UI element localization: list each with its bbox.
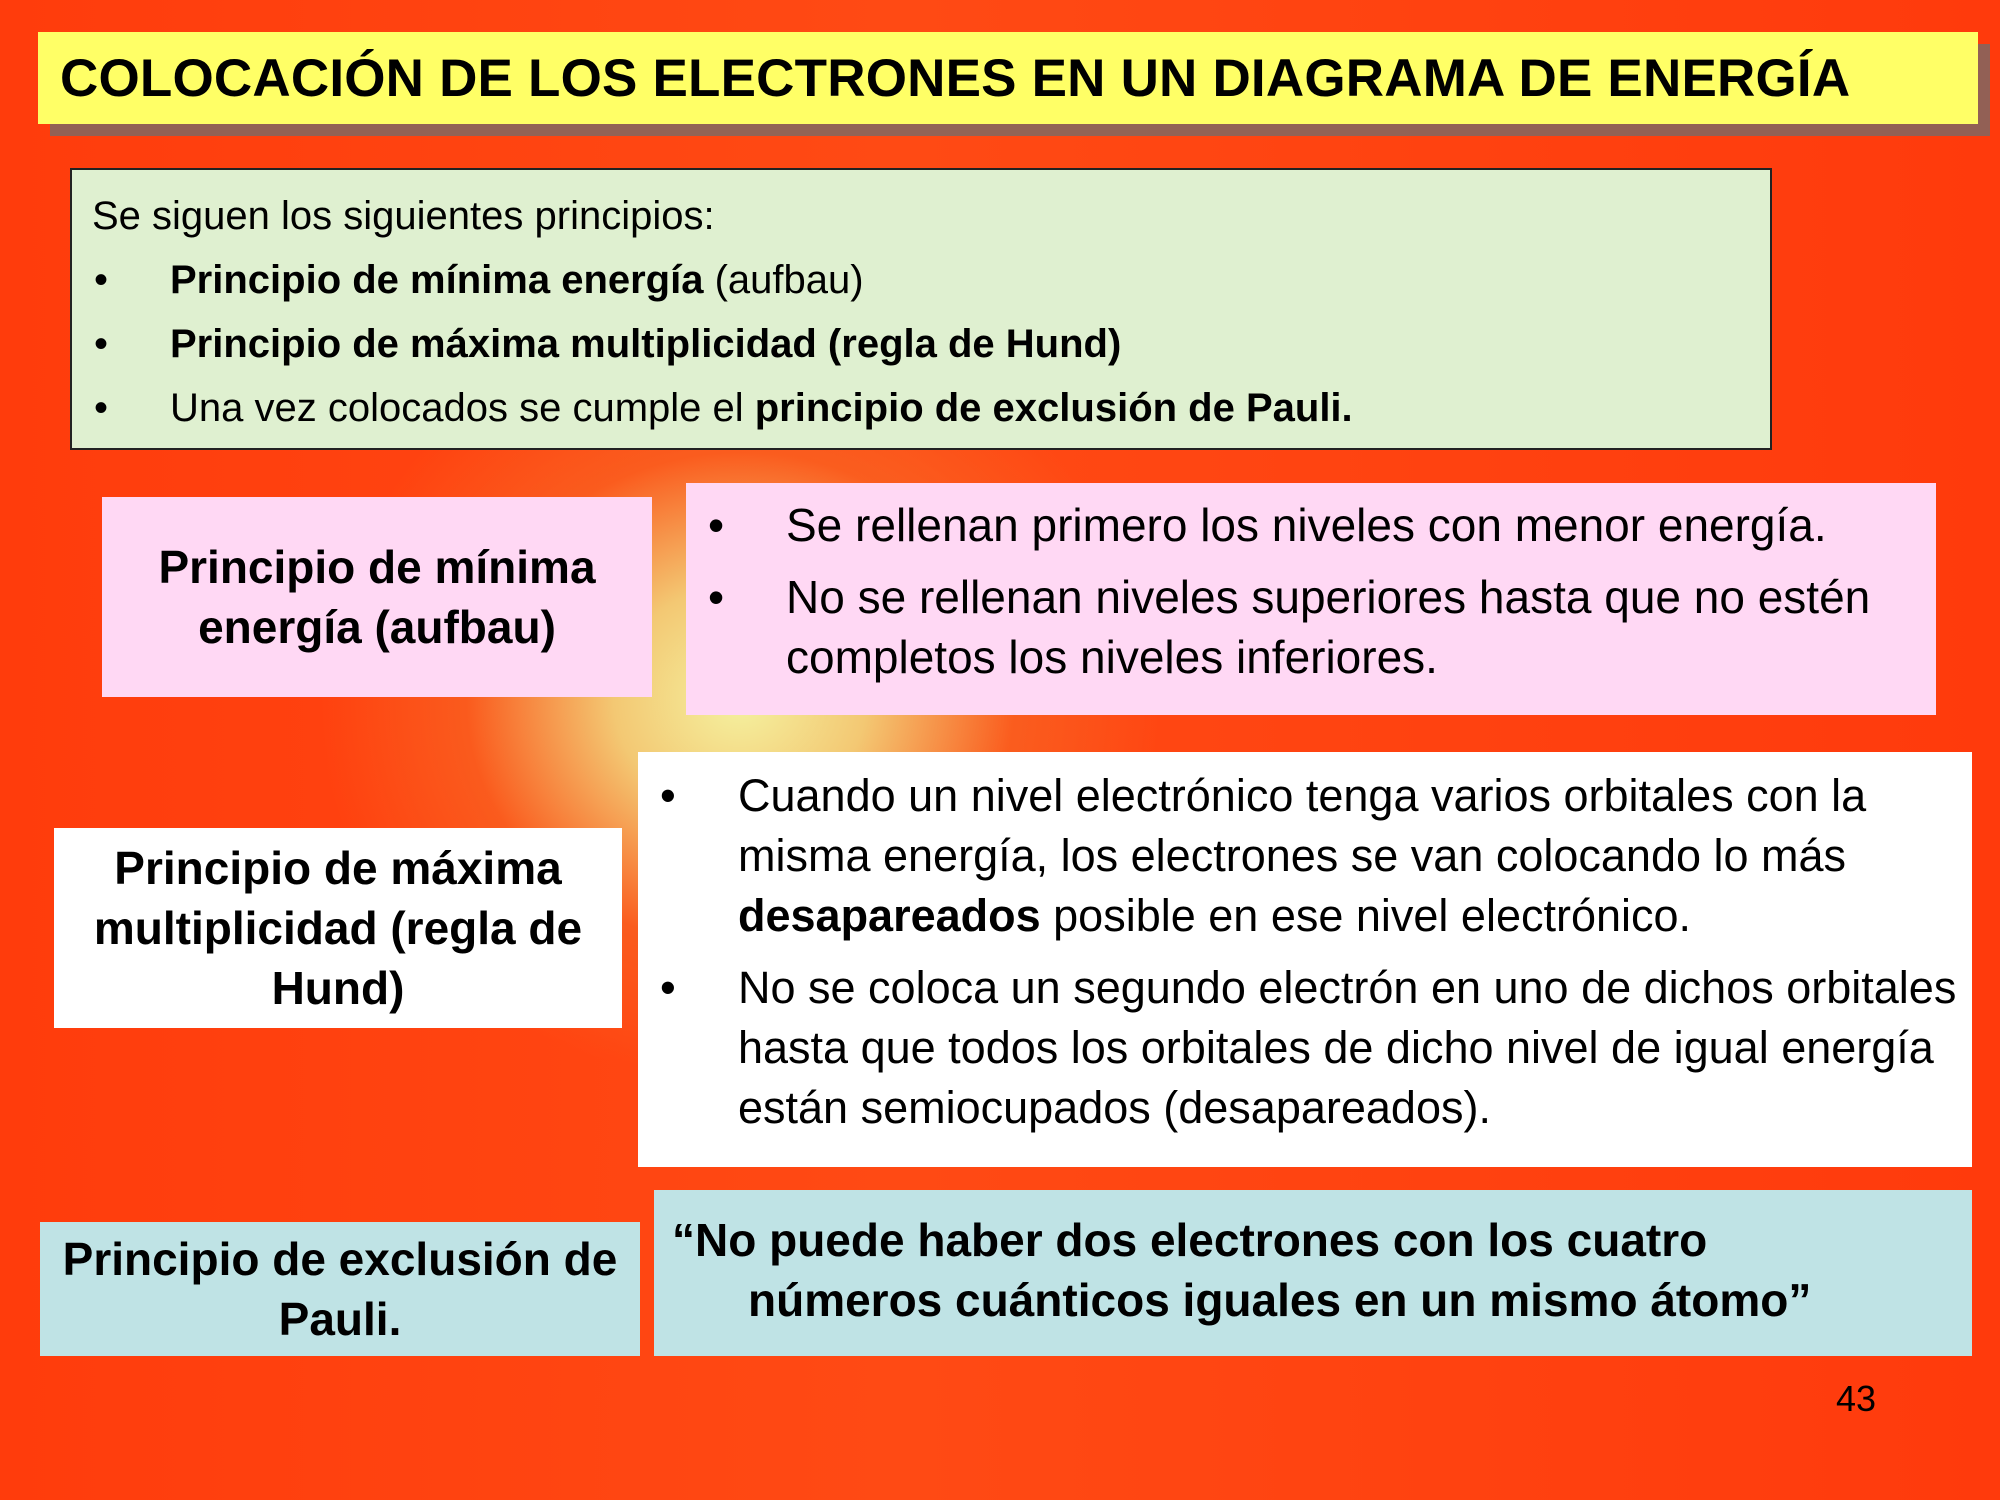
hund-bullet-1-bold: desapareados	[738, 890, 1041, 941]
hund-bullet-2	[656, 958, 1972, 1138]
bullet-marker: •	[94, 386, 109, 430]
pauli-label: Principio de exclusión de Pauli.	[62, 1233, 618, 1345]
pauli-quote-line-2: números cuánticos iguales en un mismo átomo”	[748, 1274, 1812, 1326]
bullet-marker: •	[708, 571, 725, 623]
slide-title: COLOCACIÓN DE LOS ELECTRONES EN UN DIAGRAMA DE ENERGÍA	[60, 48, 1851, 108]
hund-bullet-1-text	[738, 766, 1972, 946]
intro-item-aufbau-rest: (aufbau)	[703, 258, 864, 302]
intro-item-pauli-plain: Una vez colocados se cumple el	[170, 386, 755, 430]
bullet-marker: •	[708, 499, 725, 551]
aufbau-bullet-1-text: Se rellenan primero los niveles con menor energía.	[786, 499, 1827, 551]
page-number: 43	[1836, 1378, 1877, 1419]
intro-lead: Se siguen los siguientes principios:	[92, 194, 715, 238]
hund-label: Principio de máxima multiplicidad (regla de Hund)	[93, 842, 583, 1014]
pauli-quote-line-1: “No puede haber dos electrones con los cuatro	[672, 1214, 1708, 1266]
intro-item-aufbau	[92, 248, 1770, 312]
bullet-marker: •	[94, 258, 109, 302]
intro-item-hund	[92, 312, 1770, 376]
aufbau-bullet-2	[704, 567, 1936, 687]
intro-item-pauli-bold: principio de exclusión de Pauli.	[754, 386, 1353, 430]
title-bar	[38, 32, 1978, 124]
pauli-description-box	[654, 1190, 1972, 1356]
bullet-marker: •	[94, 322, 109, 366]
aufbau-description-box	[686, 483, 1936, 715]
aufbau-bullet-1	[704, 495, 1936, 555]
intro-item-hund-bold: Principio de máxima multiplicidad (regla de Hund)	[170, 322, 1122, 366]
aufbau-label-box	[102, 497, 652, 697]
intro-item-aufbau-bold: Principio de mínima energía	[170, 258, 704, 302]
hund-bullet-2-text: No se coloca un segundo electrón en uno de dichos orbitales hasta que todos los orbitales de dicho nivel de igual energía están semiocupados (desapareados).	[738, 962, 1957, 1133]
aufbau-label: Principio de mínima energía (aufbau)	[158, 541, 596, 653]
bullet-marker: •	[660, 770, 676, 821]
pauli-label-box	[40, 1222, 640, 1356]
bullet-marker: •	[660, 962, 676, 1013]
aufbau-bullet-2-text: No se rellenan niveles superiores hasta que no estén completos los niveles inferiores.	[786, 571, 1871, 683]
intro-item-pauli	[92, 376, 1770, 440]
hund-bullet-1	[656, 766, 1972, 946]
hund-bullet-1-part1: Cuando un nivel electrónico tenga varios orbitales con la misma energía, los electrones se van colocando lo más	[738, 770, 1867, 881]
intro-box	[70, 168, 1772, 450]
hund-bullet-1-part2: posible en ese nivel electrónico.	[1040, 890, 1692, 941]
hund-description-box	[638, 752, 1972, 1167]
hund-label-box	[54, 828, 622, 1028]
